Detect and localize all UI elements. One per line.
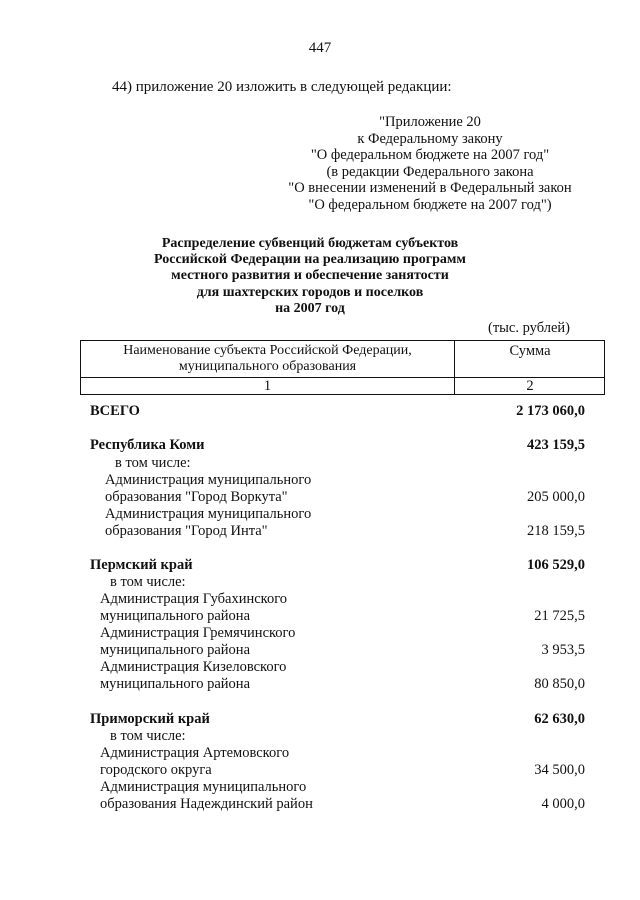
item-value: 80 850,0 [534,676,585,692]
item-value: 218 159,5 [527,523,585,539]
region-total: 106 529,0 [527,557,585,573]
appendix-header [250,114,610,214]
item-name-line2: муниципального района [100,676,250,692]
item-name-line1: Администрация муниципального [100,779,307,795]
title-line: местного развития и обеспечение занятости [171,268,449,284]
appendix-line: "О федеральном бюджете на 2007 год" [310,147,550,164]
document-title [100,236,520,317]
region-name: Пермский край [90,557,193,573]
appendix-line: "Приложение 20 [379,114,481,130]
column-header-name-line: Наименование субъекта Российской Федерации, [123,343,412,358]
appendix-line: (в редакции Федерального закона [326,163,534,180]
region-total: 423 159,5 [527,437,585,453]
item-value: 205 000,0 [527,489,585,505]
page-number: 447 [308,40,332,56]
appendix-line: к Федеральному закону [357,130,503,147]
units-label: (тыс. рублей) [488,320,570,336]
item-value: 3 953,5 [541,642,585,658]
appendix-line: "О внесении изменений в Федеральный закон [288,180,572,197]
item-value: 34 500,0 [534,762,585,778]
title-line: на 2007 год [275,300,345,316]
column-header-sum: Сумма [509,343,551,359]
region-name: Республика Коми [90,437,205,453]
column-header-name [81,343,454,375]
region-name: Приморский край [90,711,210,727]
in-that-number-label: в том числе: [110,574,186,590]
item-name-line2: образования "Город Инта" [105,523,268,539]
in-that-number-label: в том числе: [115,455,191,471]
table-header [80,340,605,395]
item-name-line2: образования "Город Воркута" [105,489,288,505]
item-name-line2: муниципального района [100,608,250,624]
column-number-1: 1 [263,378,272,394]
region-total: 62 630,0 [534,711,585,727]
item-name-line1: Администрация Артемовского [100,745,290,761]
title-line: для шахтерских городов и поселков [196,284,424,300]
item-value: 21 725,5 [534,608,585,624]
total-label: ВСЕГО [90,403,140,419]
title-line: Распределение субвенций бюджетам субъектов [161,236,459,251]
item-name-line1: Администрация Гремячинского [100,625,296,641]
column-header-name-line: муниципального образования [178,359,357,374]
item-name-line2: образования Надеждинский район [100,796,313,812]
title-line: Российской Федерации на реализацию программ [154,252,466,268]
item-name-line1: Администрация муниципального [105,472,312,488]
amendment-line: 44) приложение 20 изложить в следующей редакции: [112,79,452,95]
item-name-line2: городского округа [100,762,212,778]
total-value: 2 173 060,0 [516,403,585,419]
in-that-number-label: в том числе: [110,728,186,744]
appendix-line: "О федеральном бюджете на 2007 год") [308,196,552,213]
item-name-line1: Администрация муниципального [105,506,312,522]
column-number-2: 2 [526,378,534,394]
item-name-line1: Администрация Губахинского [100,591,288,607]
item-name-line2: муниципального района [100,642,250,658]
item-value: 4 000,0 [541,796,585,812]
item-name-line1: Администрация Кизеловского [100,659,287,675]
